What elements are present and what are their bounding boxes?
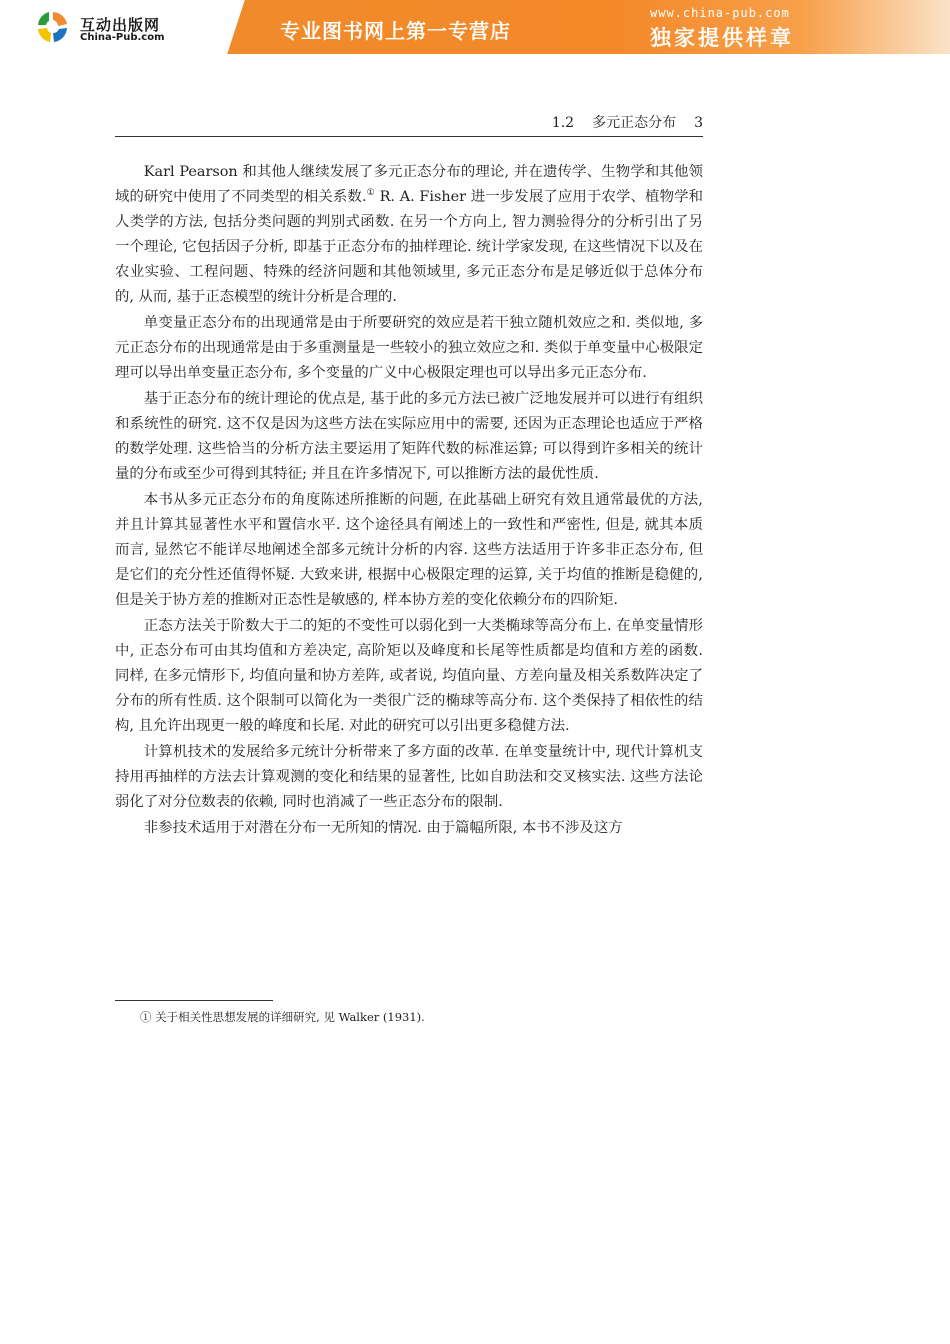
site-banner	[0, 0, 950, 54]
footnote: ① 关于相关性思想发展的详细研究, 见 Walker (1931).	[140, 1010, 425, 1024]
paragraph-2: 单变量正态分布的出现通常是由于所要研究的效应是若干独立随机效应之和. 类似地, 多元正态分布的出现通常是由于多重测量是一些较小的独立效应之和. 类似于单变量中心极限定理可以导出单变量正态分布, 多个变量的广义中心极限定理也可以导出多元正态分布.	[115, 315, 703, 381]
banner-url[interactable]: www.china-pub.com	[650, 6, 790, 20]
body-text	[115, 160, 703, 842]
banner-sample-label: 独家提供样章	[650, 26, 794, 50]
paragraph-1-part-a: Karl Pearson 和其他人继续发展了多元正态分布的理论, 并在遗传学、生物学和其他领域的研究中使用了不同类型的相关系数.	[115, 164, 703, 205]
section-title: 多元正态分布	[592, 115, 677, 131]
running-head	[115, 112, 703, 137]
paragraph-1	[115, 160, 703, 310]
logo-en-text[interactable]: China-Pub.com	[80, 32, 165, 43]
paragraph-5: 正态方法关于阶数大于二的矩的不变性可以弱化到一大类椭球等高分布上. 在单变量情形中, 正态分布可由其均值和方差决定, 高阶矩以及峰度和长尾等性质都是均值和方差的函数. 同样, 在多元情形下, 均值向量和协方差阵, 或者说, 均值向量、方差向量及相关系数阵决定了分布的所有性质. 这个限制可以简化为一类很广泛的椭球等高分布. 这个类保持了相依性的结构, 且允许出现更一般的峰度和长尾. 对此的研究可以引出更多稳健方法.	[115, 618, 703, 734]
paragraph-7: 非参技术适用于对潜在分布一无所知的情况. 由于篇幅所限, 本书不涉及这方	[143, 820, 623, 836]
paragraph-3: 基于正态分布的统计理论的优点是, 基于此的多元方法已被广泛地发展并可以进行有组织和系统性的研究. 这不仅是因为这些方法在实际应用中的需要, 还因为正态理论也适应于严格的数学处理. 这些恰当的分析方法主要运用了矩阵代数的标准运算; 可以得到许多相关的统计量的分布或至少可得到其特征; 并且在许多情况下, 可以推断方法的最优性质.	[115, 391, 703, 482]
footnote-rule	[115, 1000, 273, 1001]
section-number: 1.2	[551, 115, 575, 131]
banner-slogan: 专业图书网上第一专营店	[280, 19, 511, 43]
paragraph-1-part-b: R. A. Fisher 进一步发展了应用于农学、植物学和人类学的方法, 包括分类问题的判别式函数. 在另一个方向上, 智力测验得分的分析引出了另一个理论, 它包括因子分析, 即基于正态分布的抽样理论. 统计学家发现, 在这些情况下以及在农业实验、工程问题、特殊的经济问题和其他领域里, 多元正态分布是足够近似于总体分布的, 从而, 基于正态模型的统计分析是合理的.	[115, 189, 704, 305]
paragraph-4: 本书从多元正态分布的角度陈述所推断的问题, 在此基础上研究有效且通常最优的方法, 并且计算其显著性水平和置信水平. 这个途径具有阐述上的一致性和严密性, 但是, 就其本质而言, 显然它不能详尽地阐述全部多元统计分析的内容. 这些方法适用于许多非正态分布, 但是它们的充分性还值得怀疑. 大致来讲, 根据中心极限定理的运算, 关于均值的推断是稳健的, 但是关于协方差的推断对正态性是敏感的, 样本协方差的变化依赖分布的四阶矩.	[115, 492, 703, 608]
page-number: 3	[694, 115, 703, 131]
paragraph-6: 计算机技术的发展给多元统计分析带来了多方面的改革. 在单变量统计中, 现代计算机支持用再抽样的方法去计算观测的变化和结果的显著性, 比如自助法和交叉核实法. 这些方法论弱化了对分位数表的依赖, 同时也消减了一些正态分布的限制.	[115, 744, 703, 810]
logo-cn-text[interactable]: 互动出版网	[80, 16, 161, 34]
footnote-marker[interactable]: ①	[366, 188, 375, 199]
china-pub-logo-icon[interactable]	[34, 8, 72, 46]
